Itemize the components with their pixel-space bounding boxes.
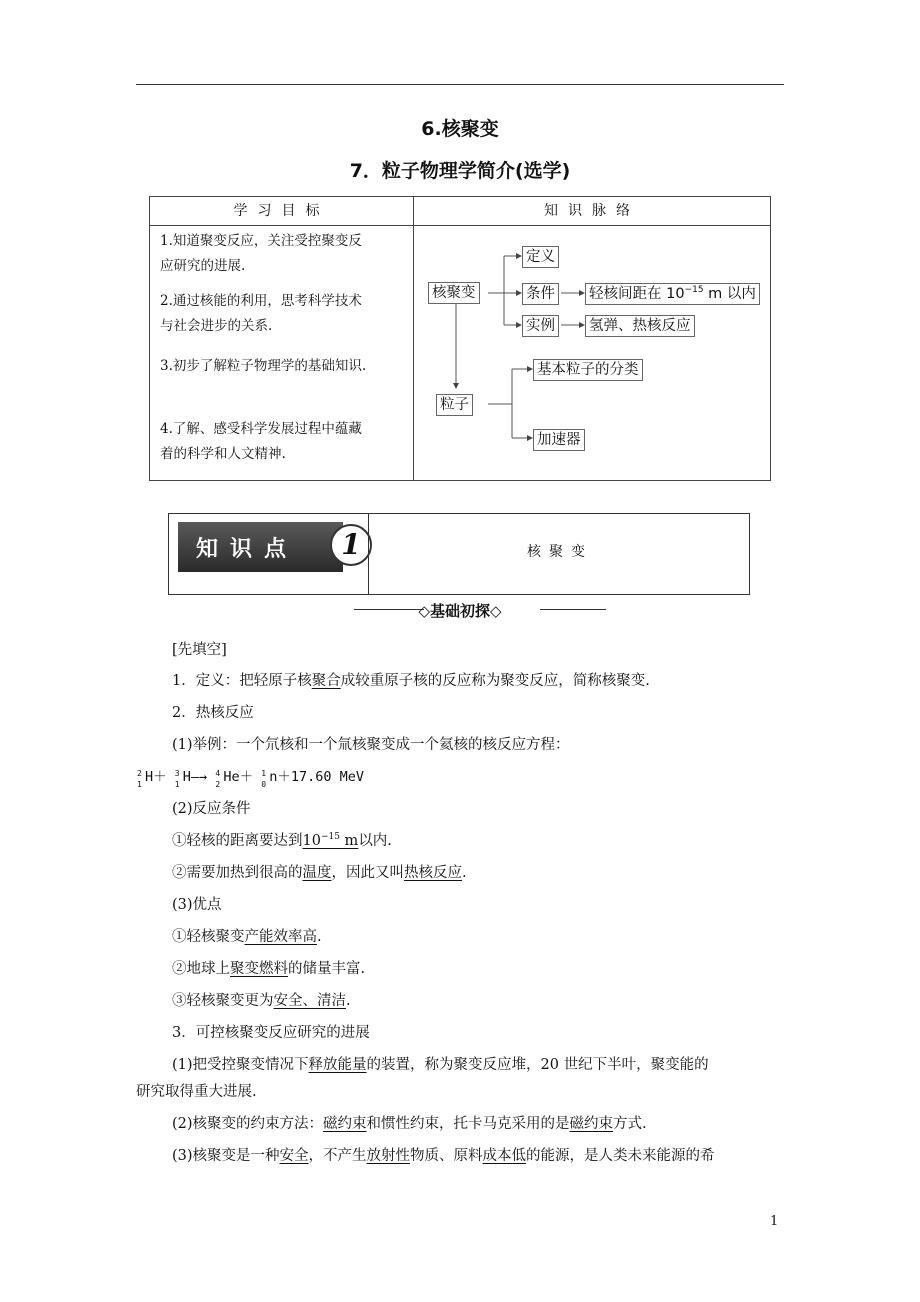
goal-4: 4.了解、感受科学发展过程中蕴藏 着的科学和人文精神.	[160, 421, 362, 462]
goal-2: 2.通过核能的利用，思考科学技术 与社会进步的关系.	[160, 293, 362, 334]
reaction-equation: 2 1 H＋ 3 1 H―→ 4 2 He＋ 1 0 n＋17.60 MeV	[137, 769, 364, 789]
para-reactor: (1)把受控聚变情况下释放能量的装置，称为聚变反应堆，20 世纪下半叶，聚变能的	[172, 1057, 709, 1073]
para-progress: 3．可控核聚变反应研究的进展	[172, 1025, 370, 1041]
fill-label: [先填空]	[172, 642, 227, 658]
header-knowledge-map: 知识脉络	[544, 203, 640, 219]
knowledge-point-number: 1	[330, 524, 372, 566]
para-conditions: (2)反应条件	[172, 801, 251, 817]
knowledge-point-badge: 知识点 1	[178, 522, 368, 572]
para-future-energy: (3)核聚变是一种安全，不产生放射性物质、原料成本低的能源，是人类未来能源的希	[172, 1148, 715, 1164]
para-advantage-3: ③轻核聚变更为安全、清洁.	[172, 993, 351, 1009]
node-example: 实例	[522, 315, 559, 337]
header-learning-goals: 学习目标	[233, 203, 330, 219]
objectives-table	[149, 196, 771, 481]
knowledge-point-divider	[368, 514, 369, 594]
para-thermonuclear: 2．热核反应	[172, 705, 254, 721]
para-advantages: (3)优点	[172, 897, 222, 913]
node-condition-detail: 轻核间距在 $10^{-15}$ m 以内	[585, 283, 760, 305]
section-heading: ◇基础初探◇	[418, 602, 502, 620]
node-example-detail: 氢弹、热核反应	[585, 315, 695, 337]
para-confinement: (2)核聚变的约束方法：磁约束和惯性约束，托卡马克采用的是磁约束方式.	[172, 1116, 647, 1132]
section-title-6: 6.核聚变	[421, 118, 499, 140]
para-advantage-1: ①轻核聚变产能效率高.	[172, 929, 322, 945]
node-particle: 粒子	[436, 394, 473, 416]
section-title-7: 7．粒子物理学简介(选学)	[349, 160, 571, 182]
knowledge-map-lines	[414, 226, 770, 480]
knowledge-point-title: 核聚变	[527, 544, 593, 560]
page-number: 1	[770, 1214, 779, 1229]
para-condition-distance: ①轻核的距离要达到$10^{-15}$ m以内.	[172, 832, 392, 849]
node-condition: 条件	[522, 283, 559, 305]
para-definition: 1．定义：把轻原子核聚合成较重原子核的反应称为聚变反应，简称核聚变.	[172, 673, 650, 689]
node-particle-classification: 基本粒子的分类	[533, 359, 643, 381]
goal-3: 3.初步了解粒子物理学的基础知识.	[160, 358, 367, 374]
node-accelerator: 加速器	[533, 429, 585, 451]
top-rule	[136, 84, 784, 85]
para-example: (1)举例：一个氘核和一个氚核聚变成一个氦核的核反应方程：	[172, 737, 570, 753]
goal-1: 1.知道聚变反应，关注受控聚变反 应研究的进展.	[160, 233, 362, 274]
para-condition-temperature: ②需要加热到很高的温度，因此又叫热核反应.	[172, 865, 467, 881]
para-advantage-2: ②地球上聚变燃料的储量丰富.	[172, 961, 366, 977]
para-reactor-cont: 研究取得重大进展.	[136, 1084, 257, 1100]
node-definition: 定义	[522, 246, 559, 268]
node-nuclear-fusion: 核聚变	[428, 282, 480, 304]
